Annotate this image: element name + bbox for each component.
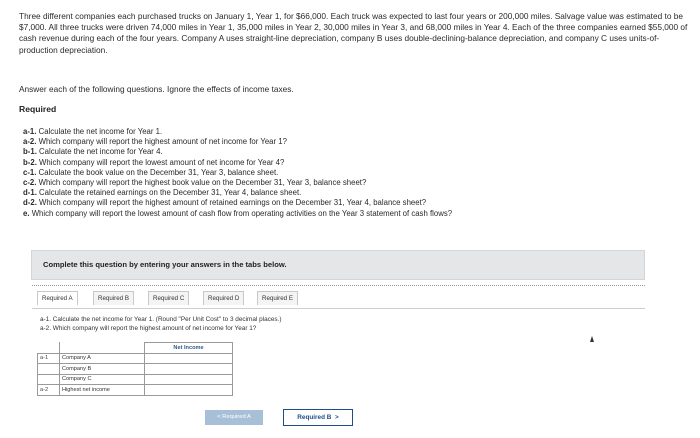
tab-required-a[interactable]: Required A [37,291,78,305]
table-row [38,374,233,385]
requirement-item [23,127,643,137]
requirement-item [23,178,643,188]
tab-required-e[interactable]: Required E [257,291,298,305]
requirement-text: Calculate the retained earnings on the December 31, Year 4, balance sheet. [39,188,302,198]
table-row [38,385,233,396]
requirement-label: d-2. [23,198,37,208]
requirement-label: d-1. [23,188,37,198]
requirement-item [23,168,643,178]
requirement-label: b-2. [23,157,37,167]
requirement-text: Calculate the net income for Year 4. [39,147,163,157]
row-name: Company B [60,364,145,375]
requirement-label: a-2. [23,137,37,147]
requirement-text: Which company will report the highest amount of retained earnings on the December 31, Year 4, balance sheet? [39,198,427,208]
table-header-row [38,343,233,354]
net-income-company-b-input[interactable] [147,364,230,373]
next-button-label: Required B [297,414,332,421]
requirement-text: Which company will report the highest amount of net income for Year 1? [38,137,287,147]
net-income-table [37,342,233,396]
table-row [38,364,233,375]
requirement-item [23,137,643,147]
problem-question: Answer each of the following questions. Ignore the effects of income taxes. [19,84,294,94]
row-label [38,364,60,375]
net-income-company-c-cell[interactable] [145,374,233,385]
required-heading: Required [19,104,57,114]
row-name: Company A [60,353,145,364]
banner-text: Complete this question by entering your answers in the tabs below. [43,260,287,269]
instruction-line-2: a-2. Which company will report the highest amount of net income for Year 1? [40,324,257,332]
requirement-text: Calculate the net income for Year 1. [38,127,163,136]
next-required-button[interactable] [283,409,353,426]
requirement-label: a-1. [23,127,37,136]
chevron-left-icon: < [217,414,221,420]
highest-net-income-cell[interactable] [145,385,233,396]
tab-bar [32,285,645,309]
requirement-label: c-2. [23,178,37,188]
instruction-line-1: a-1. Calculate the net income for Year 1. (Round "Per Unit Cost" to 3 decimal places.) [40,316,282,323]
tab-required-b[interactable]: Required B [93,291,134,305]
tab-required-c[interactable]: Required C [148,291,189,305]
requirement-text: Which company will report the lowest amount of cash flow from operating activities on the Year 3 statement of cash flows? [31,208,453,218]
net-income-company-a-cell[interactable] [145,353,233,364]
previous-button-label: Required A [222,414,251,420]
column-header-net-income: Net Income [145,343,233,354]
requirement-item [23,147,643,157]
requirements-list [23,127,643,219]
tab-instructions [40,316,281,334]
requirement-item [23,209,643,219]
instructions-banner [31,250,645,280]
requirement-text: Which company will report the lowest amount of net income for Year 4? [39,157,285,167]
row-label [38,374,60,385]
row-name: Company C [60,374,145,385]
table-row [38,353,233,364]
net-income-company-c-input[interactable] [147,375,230,384]
highest-net-income-select[interactable] [147,385,230,394]
requirement-label: b-1. [23,147,37,157]
requirement-label: c-1. [23,167,37,177]
chevron-right-icon: > [334,414,339,421]
row-label: a-1 [38,353,60,364]
net-income-company-b-cell[interactable] [145,364,233,375]
requirement-item [23,158,643,168]
problem-intro: Three different companies each purchased trucks on January 1, Year 1, for $66,000. Each truck was expected to last four years or 200,000 miles. Salvage value was estimated to be $7,000. All three trucks were driven 74,000 miles in Year 1, 35,000 miles in Year 2, 30,000 miles in Year 3, and 68,000 miles in Year 4. Each of the three companies earned $55,000 of cash revenue during each of the four years. Company A uses straight-line depreciation, company B uses double-declining-balance depreciation, and company C uses units-of-production depreciation. [19,11,688,55]
mouse-cursor-icon [590,336,594,342]
row-name: Highest net income [60,385,145,396]
requirement-item [23,188,643,198]
row-label: a-2 [38,385,60,396]
tab-required-d[interactable]: Required D [203,291,244,305]
requirement-text: Calculate the book value on the December 31, Year 3, balance sheet. [38,167,279,177]
requirement-label: e. [23,208,30,218]
net-income-company-a-input[interactable] [147,354,230,363]
requirement-text: Which company will report the highest book value on the December 31, Year 3, balance sheet? [38,178,367,188]
requirement-item [23,198,643,208]
previous-required-button[interactable] [205,410,263,425]
